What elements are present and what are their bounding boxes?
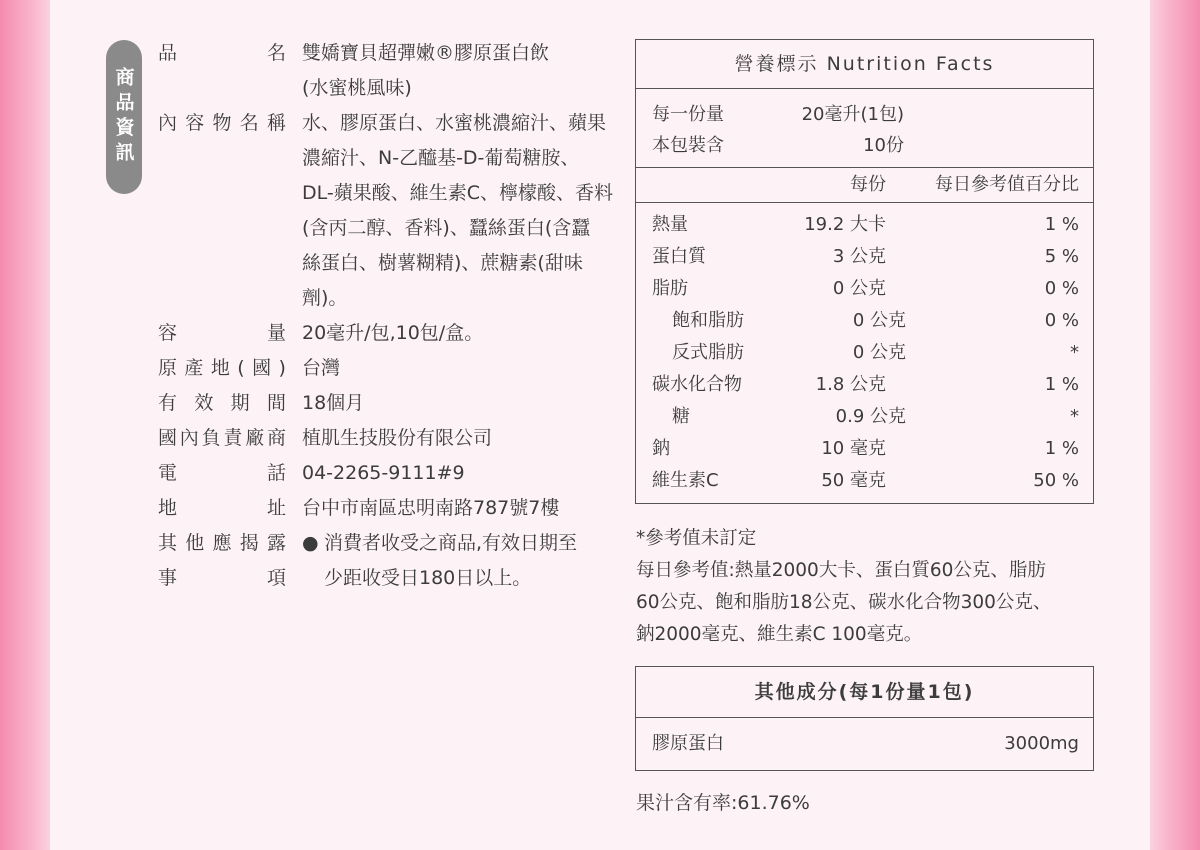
label-origin: 原 產 地 ( 國 ) <box>158 357 286 379</box>
nutrient-daily-value: 5 % <box>1044 246 1079 267</box>
nutrient-daily-value: 1 % <box>1044 374 1079 395</box>
nutrient-amount: 3 公克 <box>832 246 886 267</box>
nutrition-row <box>652 337 1079 369</box>
label-manufacturer: 國 內 負 責 廠 商 <box>158 427 286 449</box>
value-shelf-life: 18個月 <box>302 392 365 414</box>
nutrition-row <box>652 369 1079 401</box>
nutrient-name: 反式脂肪 <box>672 342 744 363</box>
nutrient-daily-value: 1 % <box>1044 438 1079 459</box>
row-origin <box>158 351 620 386</box>
col-per-serving: 每份 <box>850 174 886 195</box>
label-shelf-life: 有 效 期 間 <box>158 392 286 414</box>
row-ingredients <box>158 106 620 316</box>
other-ingredient-name: 膠原蛋白 <box>652 733 724 754</box>
nutrition-row <box>652 305 1079 337</box>
value-address: 台中市南區忠明南路787號7樓 <box>302 497 560 519</box>
other-ingredients-title: 其他成分(每1份量1包) <box>636 667 1093 718</box>
note-daily-reference-1: 每日參考值:熱量2000大卡、蛋白質60公克、脂肪 <box>636 560 1046 581</box>
label-address: 地 址 <box>158 497 286 519</box>
nutrition-row <box>652 401 1079 433</box>
col-daily-value: 每日參考值百分比 <box>935 174 1079 195</box>
nutrient-name: 維生素C <box>652 470 719 491</box>
nutrition-row <box>652 465 1079 497</box>
row-address <box>158 491 620 526</box>
note-not-established: *參考值未訂定 <box>636 528 757 549</box>
value-phone: 04-2265-9111#9 <box>302 462 465 484</box>
value-ingredients: 水、膠原蛋白、水蜜桃濃縮汁、蘋果 濃縮汁、N-乙醯基-D-葡萄糖胺、 DL-蘋果酸、維生素C、檸檬酸、香料 (含丙二醇、香料)、蠶絲蛋白(含蠶 絲蛋白、樹薯糊精)、蔗糖素(甜味 劑)。 <box>302 112 614 309</box>
per-serving-value: 20毫升(1包) <box>801 104 904 125</box>
value-manufacturer: 植肌生技股份有限公司 <box>302 427 493 449</box>
row-product-name <box>158 36 620 106</box>
nutrient-name: 飽和脂肪 <box>672 310 744 331</box>
nutrition-facts-table <box>635 39 1094 504</box>
nutrition-notes <box>636 523 1106 651</box>
bullet-icon: ● <box>302 532 319 554</box>
other-ingredients-table <box>635 666 1094 771</box>
nutrient-amount: 0 公克 <box>852 310 906 331</box>
other-ingredient-row <box>636 718 1093 770</box>
label-other-disclosure: 其 他 應 揭 露 事 項 <box>158 532 286 589</box>
nutrient-name: 碳水化合物 <box>652 374 742 395</box>
nutrition-row <box>652 241 1079 273</box>
value-product-name: 雙嬌寶貝超彈嫩®膠原蛋白飲 (水蜜桃風味) <box>302 42 550 99</box>
nutrient-amount: 50 毫克 <box>821 470 886 491</box>
other-ingredient-amount: 3000mg <box>1004 733 1079 754</box>
label-ingredients: 內 容 物 名 稱 <box>158 112 286 134</box>
nutrient-amount: 19.2 大卡 <box>804 214 886 235</box>
nutrition-column-headers <box>636 168 1093 203</box>
nutrient-daily-value: * <box>1070 342 1079 363</box>
nutrient-daily-value: 50 % <box>1033 470 1079 491</box>
row-phone <box>158 456 620 491</box>
note-daily-reference-3: 鈉2000毫克、維生素C 100毫克。 <box>636 624 923 645</box>
nutrient-name: 熱量 <box>652 214 688 235</box>
product-info-list <box>158 36 620 596</box>
row-volume <box>158 316 620 351</box>
nutrient-amount: 0.9 公克 <box>835 406 906 427</box>
label-product-name: 品 名 <box>158 42 286 64</box>
nutrient-name: 糖 <box>672 406 690 427</box>
value-origin: 台灣 <box>302 357 341 379</box>
nutrient-daily-value: * <box>1070 406 1079 427</box>
right-pink-edge <box>1150 0 1200 850</box>
per-serving-label: 每一份量 <box>652 104 724 125</box>
product-info-tab <box>106 40 142 194</box>
nutrient-amount: 0 公克 <box>852 342 906 363</box>
left-pink-edge <box>0 0 50 850</box>
row-manufacturer <box>158 421 620 456</box>
nutrient-name: 蛋白質 <box>652 246 706 267</box>
juice-content: 果汁含有率:61.76% <box>636 792 810 814</box>
nutrient-daily-value: 0 % <box>1044 278 1079 299</box>
nutrition-row <box>652 209 1079 241</box>
nutrition-row <box>652 433 1079 465</box>
nutrient-daily-value: 1 % <box>1044 214 1079 235</box>
nutrition-rows <box>636 203 1093 503</box>
label-volume: 容 量 <box>158 322 286 344</box>
nutrient-name: 脂肪 <box>652 278 688 299</box>
nutrition-row <box>652 273 1079 305</box>
nutrient-amount: 0 公克 <box>832 278 886 299</box>
nutrient-amount: 10 毫克 <box>821 438 886 459</box>
nutrient-name: 鈉 <box>652 438 670 459</box>
serving-info <box>636 89 1093 168</box>
label-phone: 電 話 <box>158 462 286 484</box>
note-daily-reference-2: 60公克、飽和脂肪18公克、碳水化合物300公克、 <box>636 592 1052 613</box>
row-other-disclosure <box>158 526 620 596</box>
nutrition-title: 營養標示 Nutrition Facts <box>636 40 1093 89</box>
product-info-tab-label: 商品資訊 <box>112 67 135 167</box>
servings-label: 本包裝含 <box>652 135 724 156</box>
nutrient-daily-value: 0 % <box>1044 310 1079 331</box>
servings-value: 10份 <box>863 135 904 156</box>
value-volume: 20毫升/包,10包/盒。 <box>302 322 484 344</box>
value-other-disclosure: ● 消費者收受之商品,有效日期至 少距收受日180日以上。 <box>302 526 620 596</box>
nutrient-amount: 1.8 公克 <box>815 374 886 395</box>
row-shelf-life <box>158 386 620 421</box>
